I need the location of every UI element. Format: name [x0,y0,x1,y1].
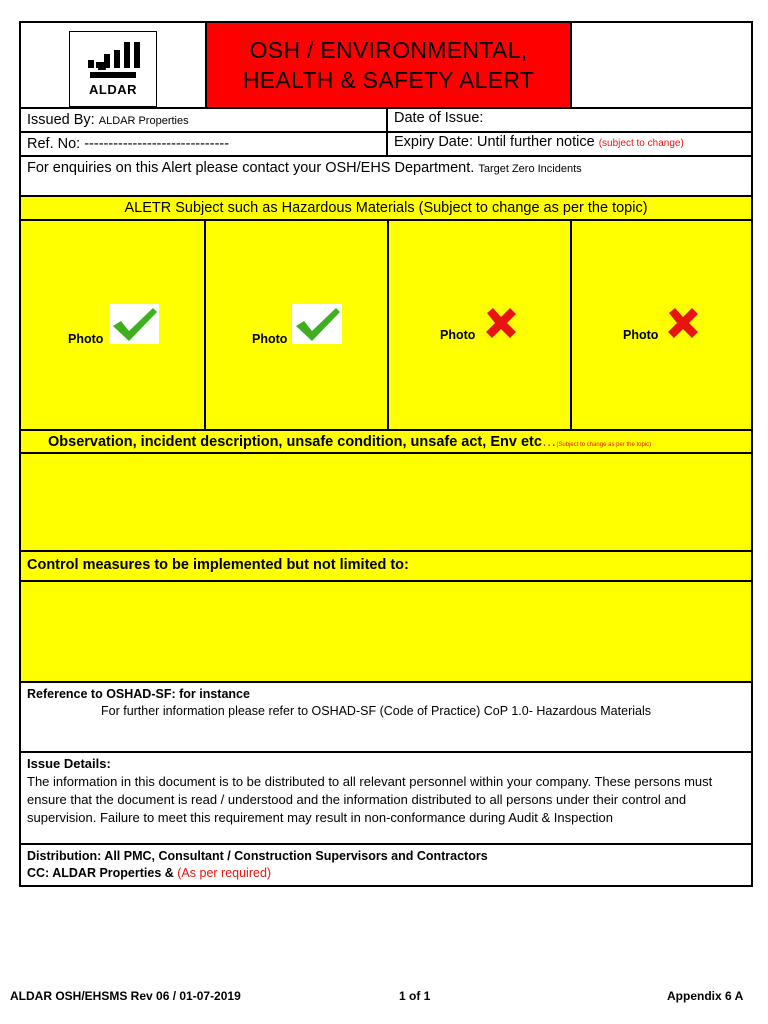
cross-icon [665,307,701,339]
aldar-logo-mark [84,40,142,84]
expiry-label: Expiry Date: [394,134,473,150]
logo-text: ALDAR [89,82,137,97]
issue-heading: Issue Details: [27,756,111,771]
title-line-2: HEALTH & SAFETY ALERT [242,67,535,93]
ref-no-value: ------------------------------ [84,136,230,152]
observation-heading-row [21,429,751,452]
observation-ellipsis: … [541,434,557,450]
photos-row [21,219,751,429]
ref-no [27,136,229,152]
observation-content [21,452,751,550]
photo-cell-1 [21,221,204,429]
control-heading-row [21,550,751,580]
reference-text: For further information please refer to OSHAD-SF (Code of Practice) CoP 1.0- Hazardous Materials [101,704,651,718]
footer-page: 1 of 1 [399,989,431,1003]
ref-row [21,131,751,155]
expiry-note: (subject to change) [598,138,684,149]
cross-icon [483,307,519,339]
title-line-1: OSH / ENVIRONMENTAL, [249,37,528,63]
alert-title [207,35,570,95]
subject-row [21,195,751,219]
issued-by-value: ALDAR Properties [98,115,189,127]
observation-heading-text: Observation, incident description, unsafe condition, unsafe act, Env etc [48,434,542,450]
ref-no-label: Ref. No: [27,136,81,152]
distribution-line: Distribution: All PMC, Consultant / Construction Supervisors and Contractors [27,849,488,863]
photo-cell-4 [570,221,751,429]
cc-label: CC: ALDAR Properties & [27,866,174,880]
check-icon [292,304,342,344]
photo-label-2: Photo [252,332,288,346]
date-of-issue-label: Date of Issue: [394,110,484,126]
expiry-date [394,134,684,150]
enquiries-text: For enquiries on this Alert please contact your OSH/EHS Department. [27,160,475,176]
footer-appendix: Appendix 6 A [667,989,744,1003]
observation-note: (Subject to change as per the topic) [556,442,652,448]
alert-form [19,21,753,887]
date-cell [386,109,751,131]
control-heading: Control measures to be implemented but not limited to: [27,557,409,573]
aldar-logo [69,31,157,107]
subject-text: ALETR Subject such as Hazardous Materials (Subject to change as per the topic) [124,200,648,216]
issued-row [21,107,751,131]
check-icon [109,304,159,344]
issued-by [27,112,189,128]
control-content [21,580,751,681]
alert-title-banner [205,23,572,107]
expiry-cell [386,133,751,155]
photo-label-4: Photo [623,328,659,342]
target-zero-note: Target Zero Incidents [478,163,582,175]
expiry-value: Until further notice [477,134,595,150]
photo-label-3: Photo [440,328,476,342]
observation-heading [48,434,651,450]
reference-row [21,681,751,751]
cc-line [27,864,271,882]
distribution-row [21,843,751,887]
photo-cell-3 [387,221,570,429]
reference-heading: Reference to OSHAD-SF: for instance [27,687,250,701]
photo-label-1: Photo [68,332,104,346]
footer-revision: ALDAR OSH/EHSMS Rev 06 / 01-07-2019 [10,989,241,1003]
enquiries-row [21,155,751,195]
issue-text: The information in this document is to be distributed to all relevant personnel within your company. These persons must ensure that the document is read / understood and the information distributed to all persons under their control and supervision. Failure to meet this requirement may result in non-conformance during Audit & Inspection [27,774,713,825]
photo-cell-2 [204,221,387,429]
cc-note: (As per required) [177,866,272,880]
issued-by-label: Issued By: [27,112,95,128]
enquiries [27,160,582,176]
issue-details-row [21,751,751,845]
